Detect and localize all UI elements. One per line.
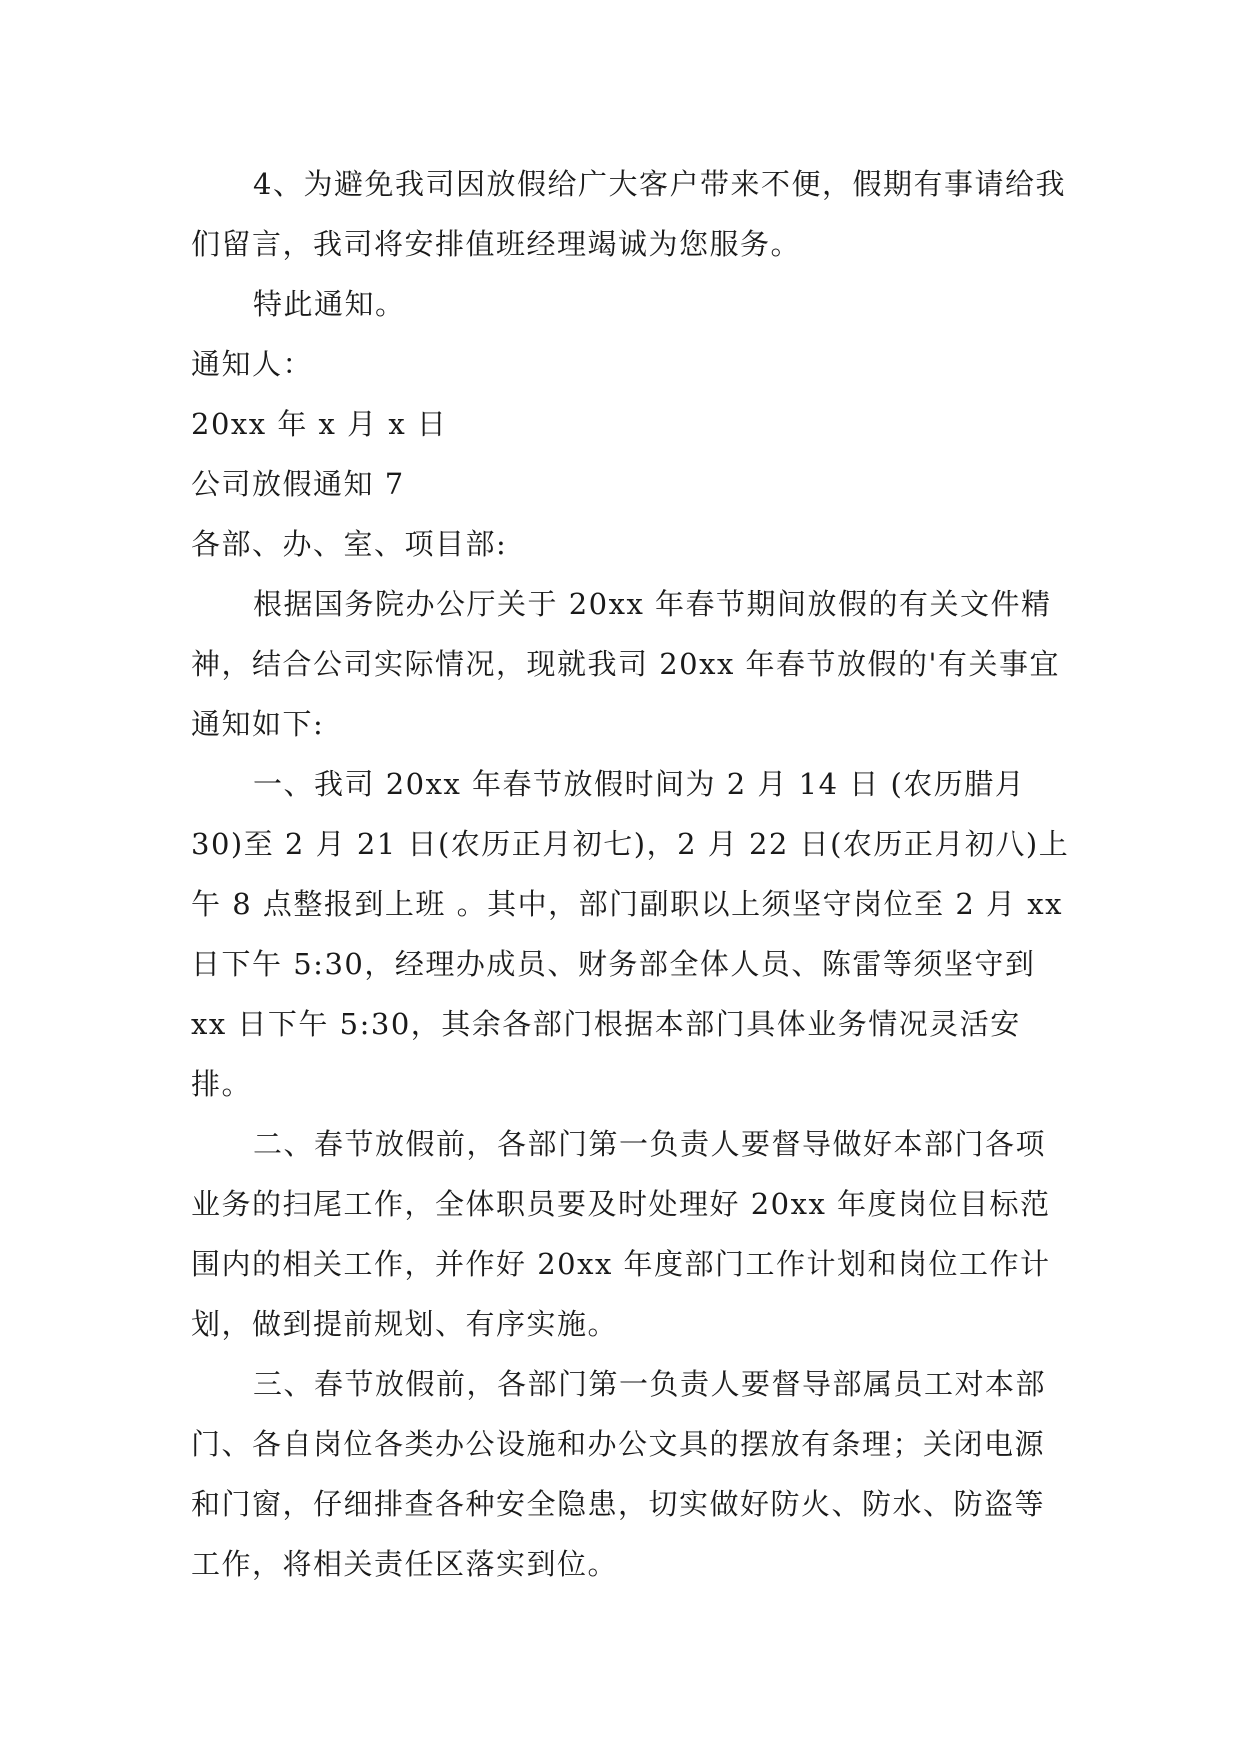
paragraph-intro: 根据国务院办公厅关于 20xx 年春节期间放假的有关文件精神，结合公司实际情况，现就我司 20xx 年春节放假的'有关事宜通知如下:: [191, 587, 1061, 741]
document-body: [191, 154, 1071, 1594]
paragraph-one: 一、我司 20xx 年春节放假时间为 2 月 14 日 (农历腊月 30)至 2 月 21 日(农历正月初七)，2 月 22 日(农历正月初八)上午 8 点整报到上班 。其中，部门副职以上须坚守岗位至 2 月 xx 日下午 5:30，经理办成员、财务部全体人员、陈雷等须坚守到 xx 日下午 5:30，其余各部门根据本部门具体业务情况灵活安排。: [191, 767, 1070, 1101]
addressee-line: 各部、办、室、项目部:: [191, 527, 508, 561]
notice-closing: 特此通知。: [253, 287, 406, 321]
notice-date: 20xx 年 x 月 x 日: [191, 407, 448, 441]
paragraph-three: 三、春节放假前，各部门第一负责人要督导部属员工对本部门、各自岗位各类办公设施和办公文具的摆放有条理；关闭电源和门窗，仔细排查各种安全隐患，切实做好防火、防水、防盗等工作，将相关责任区落实到位。: [191, 1367, 1047, 1581]
paragraph-item-4: 4、为避免我司因放假给广大客户带来不便，假期有事请给我们留言，我司将安排值班经理竭诚为您服务。: [191, 167, 1066, 261]
notifier-label: 通知人：: [191, 347, 314, 381]
section-heading: 公司放假通知 7: [191, 467, 405, 501]
paragraph-two: 二、春节放假前，各部门第一负责人要督导做好本部门各项业务的扫尾工作，全体职员要及时处理好 20xx 年度岗位目标范围内的相关工作，并作好 20xx 年度部门工作计划和岗位工作计划，做到提前规划、有序实施。: [191, 1127, 1051, 1341]
